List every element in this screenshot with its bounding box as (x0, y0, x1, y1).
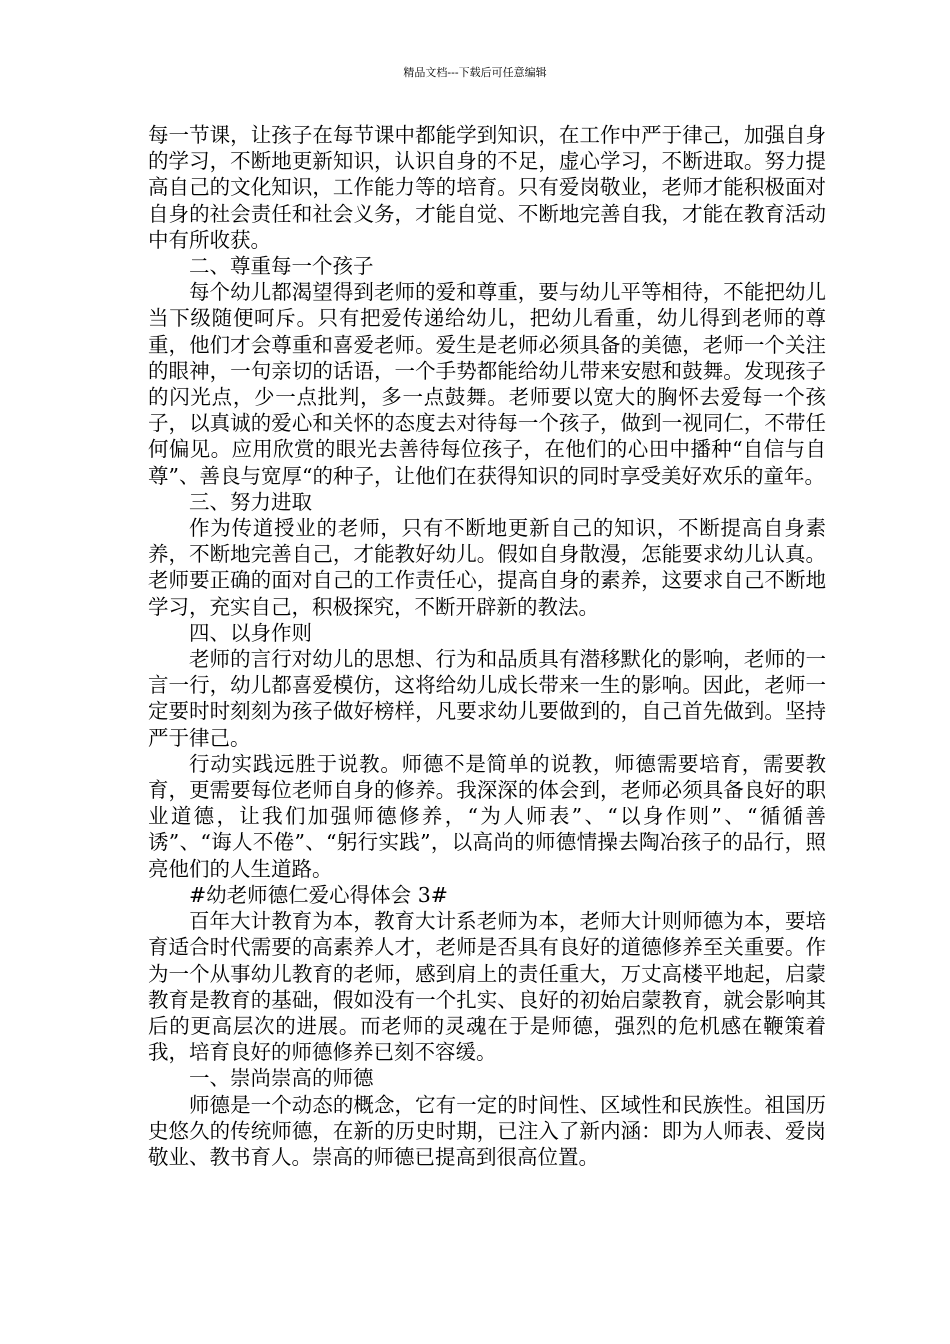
section-heading: 二、尊重每一个孩子 (189, 254, 374, 279)
section-heading: 一、崇尚崇高的师德 (189, 1066, 374, 1091)
paragraph: 每个幼儿都渴望得到老师的爱和尊重，要与幼儿平等相待，不能把幼儿当下级随便呵斥。只有把爱传递给幼儿，把幼儿看重，幼儿得到老师的尊重，他们才会尊重和喜爱老师。爱生是老师必须具备的美德，老师一个关注的眼神，一句亲切的话语，一个手势都能给幼儿带来安慰和鼓舞。发现孩子的闪光点，少一点批判，多一点鼓舞。老师要以宽大的胸怀去爱每一个孩子，以真诚的爱心和关怀的态度去对待每一个孩子，做到一视同仁，不带任何偏见。应用欣赏的眼光去善待每位孩子，在他们的心田中播种“自信与自尊”、善良与宽厚“的种子，让他们在获得知识的同时享受美好欢乐的童年。 (148, 280, 826, 488)
paragraph: 作为传道授业的老师，只有不断地更新自己的知识，不断提高自身素养，不断地完善自己，才能教好幼儿。假如自身散漫，怎能要求幼儿认真。老师要正确的面对自己的工作责任心，提高自身的素养，这要求自己不断地学习，充实自己，积极探究，不断开辟新的教法。 (148, 516, 826, 619)
paragraph: 百年大计教育为本，教育大计系老师为本，老师大计则师德为本，要培育适合时代需要的高素养人才，老师是否具有良好的道德修养至关重要。作为一个从事幼儿教育的老师，感到肩上的责任重大，万丈高楼平地起，启蒙教育是教育的基础，假如没有一个扎实、良好的初始启蒙教育，就会影响其后的更高层次的进展。而老师的灵魂在于是师德，强烈的危机感在鞭策着我，培育良好的师德修养已刻不容缓。 (148, 909, 826, 1065)
section-heading: #幼老师德仁爱心得体会 3# (189, 882, 448, 907)
paragraph: 老师的言行对幼儿的思想、行为和品质具有潜移默化的影响，老师的一言一行，幼儿都喜爱模仿，这将给幼儿成长带来一生的影响。因此，老师一定要时时刻刻为孩子做好榜样，凡要求幼儿要做到的，自己首先做到。坚持严于律己。 (148, 647, 826, 750)
paragraph: 行动实践远胜于说教。师德不是简单的说教，师德需要培育，需要教育，更需要每位老师自身的修养。我深深的体会到，老师必须具备良好的职业道德，让我们加强师德修养，“为人师表”、“以身作则”、“循循善诱”、“诲人不倦”、“躬行实践”，以高尚的师德情操去陶冶孩子的品行，照亮他们的人生道路。 (148, 751, 826, 881)
paragraph: 每一节课，让孩子在每节课中都能学到知识，在工作中严于律己，加强自身的学习，不断地更新知识，认识自身的不足，虚心学习，不断进取。努力提高自己的文化知识，工作能力等的培育。只有爱岗敬业，老师才能积极面对自身的社会责任和社会义务，才能自觉、不断地完善自我，才能在教育活动中有所收获。 (148, 123, 826, 252)
section-heading: 四、以身作则 (189, 620, 312, 645)
paragraph: 师德是一个动态的概念，它有一定的时间性、区域性和民族性。祖国历史悠久的传统师德，在新的历史时期，已注入了新内涵：即为人师表、爱岗敬业、教书育人。崇高的师德已提高到很高位置。 (148, 1092, 826, 1169)
section-heading: 三、努力进取 (189, 489, 312, 514)
document-body (148, 122, 826, 1170)
page-header: 精品文档---下载后可任意编辑 (403, 66, 547, 79)
